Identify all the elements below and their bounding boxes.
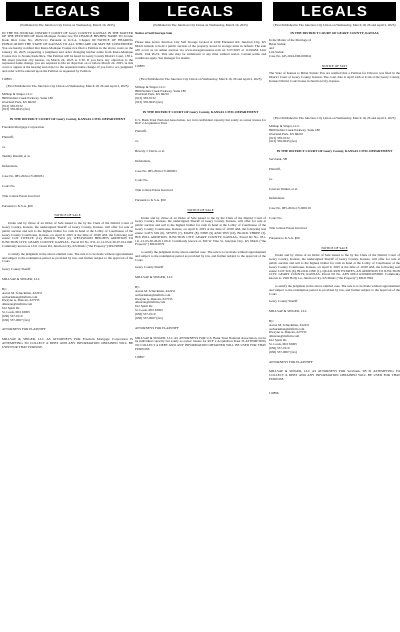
versus-label: vs. <box>269 176 273 181</box>
sale-text: Under and by virtue of an Order of Sale issued to me by the Clerk of the District Court of Geary County, Kansas, the undersigned Sheriff of Geary County, Kansas, will offer for sale at public auction and sell to the highest bidder for cash in hand at the Lobby of Courthouse of the Geary County Courthouse, Kansas, on April 9, 2025 at the time of 10:00 AM, the following real estate: LOT TWELVE (12), BLOCK TWO (2), WESTWOOD HEIGHTS ADDITION TO JUNCTION CITY, GEARY COUNTY, KANSAS.. Parcel ID No. 031-11-12-05-0-30-07-012-000. Commonly known as 1521 Custer Rd, Junction City, KS 66441 ("the Property") MS230066 <box>2 221 133 249</box>
firm-name: MILLSAP & SINGER, LLC <box>269 309 307 314</box>
judgment-text: to satisfy the judgment in the above-entitled case. The sale is to be made without appraisement and subject to the redemption period as provided by law, and further subject to the approval of the Court. <box>269 283 400 296</box>
firm-address: Millsap & Singer, LLC 8900 Indian Creek Parkway, Suite 180 Overland Park, KS 66210 (913) 339-9132 (913) 339-9045 (fax) <box>269 124 320 144</box>
legals-banner: LEGALS <box>6 2 129 21</box>
notice-id: J10883 <box>135 63 145 68</box>
defendant-name: Beverly J. Davis, et al. <box>135 148 165 153</box>
firm-address: Millsap & Singer, LLC 8900 Indian Creek Parkway, Suite 180 Overland Park, KS 66210 (913) 339-9132 (913) 339-9045 (fax) <box>2 92 53 112</box>
pursuant-label: Pursuant to K.S.A. §60 <box>2 203 33 208</box>
legals-column-2 <box>135 0 266 632</box>
title-label: Title to Real Estate Involved <box>269 225 307 230</box>
notice-id: J10893 <box>2 76 12 81</box>
court-heading: IN THE DISTRICT COURT OF Geary County, KANSAS CIVIL DEPARTMENT <box>142 110 259 114</box>
debt-collector-notice: MILLSAP & SINGER, LLC AS ATTORNEYS FOR Freedom Mortgage Corporation IS ATTEMPTING TO COLLECT A DEBT AND ANY INFORMATION OBTAINED WILL BE USED FOR THAT PURPOSE. <box>2 337 133 349</box>
publication-notice: (First Published in The Junction City Union on Wednesday, March 19, 26 and April 2, 2025) <box>139 77 262 82</box>
legals-column-3 <box>269 0 400 632</box>
attorneys-for-plaintiff: ATTORNEYS FOR PLAINTIFF <box>269 359 313 364</box>
defendants-label: Defendants, <box>135 158 151 163</box>
title-label: Title to Real Estate Involved <box>2 193 40 198</box>
debt-collector-notice: MILLSAP & SINGER, LLC AS ATTORNEYS FOR Servbank, SB IS ATTEMPTING TO COLLECT A DEBT AND ANY INFORMATION OBTAINED WILL BE USED FOR THAT PURPOSE. <box>269 369 400 382</box>
plaintiff-name: Servbank, SB <box>269 156 288 161</box>
suit-text: The State of Kansas to Brian Swink: You are notified that a Petition for Divorce was filed in the District Court of Geary County, Kansas. The court date is April 14th at 9 am at the Geary County, Kansas District Court house in Junction City, Kansas. <box>269 71 400 83</box>
storage-sale-text: Please take notice Junction City Self Storage located at 2239 Ebenezer Rd. Junction City, KS 66441 intends to hold a public auction of the property stored in storage units in default. The sale will occur as an online auction via www.storagetreasures.com on 3/27/2025 at 11:00AM. Unit #G02, Unit #G74. This sale may be withdrawn at any time without notice. Certain terms and conditions apply. See manager for details. <box>135 40 266 60</box>
by-label: By: <box>135 285 140 290</box>
judgment-text: to satisfy the judgment in the above-entitled case. The sale is to be made without appraisement and subject to the redemption period as provided by law, and further subject to the approval of the Court. <box>2 251 133 264</box>
court-heading: IN THE DISTRICT COURT OF Geary County, KANSAS CIVIL DEPARTMENT <box>9 117 126 122</box>
pursuant-label: Pursuant to K.S.A. §60 <box>135 198 166 203</box>
sheriff-label: Geary County Sheriff <box>135 265 164 270</box>
notice-of-sale-heading: NOTICE OF SALE <box>321 245 348 250</box>
publication-notice: (First Published in The Junction City Union on Wednesday, March 19, 26 and April 2, 2025) <box>273 116 396 121</box>
legals-banner: LEGALS <box>273 2 396 21</box>
attorney-block: Aaron M. Schuckman, #22251 aschuckman@msfirm.com Dwayne A. Duncan, #27533 dduncan@msfirm.com 612 Spirit Dr. St. Louis, MO 63005 (636) 537-0110 (636) 537-0067 (fax) <box>2 290 43 322</box>
case-number: Case No. 085-2024-CV-000031 <box>2 174 44 179</box>
court-number: Court No. <box>269 216 283 221</box>
firm-address: Millsap & Singer, LLC 8900 Indian Creek Parkway, Suite 180 Overland Park, KS 66210 (913) 339-9132 (913) 339-9045 (fax) <box>135 84 186 105</box>
firm-name: MILLSAP & SINGER, LLC <box>2 276 40 281</box>
by-label: By: <box>2 286 7 291</box>
attorneys-for-plaintiff: ATTORNEYS FOR PLAINTIFF <box>135 325 179 330</box>
notice-of-sale-heading: NOTICE OF SALE <box>54 213 81 218</box>
publication-notice: (First Published in The Junction City Union on Wednesday, March 19, 26 and April 2, 2025) <box>273 23 396 27</box>
legals-column-1 <box>2 0 133 632</box>
court-number: Court No. <box>2 183 16 188</box>
case-number: Case No. 085-2024-CV-000001 <box>135 168 177 173</box>
plaintiff-label: Plaintiff, <box>135 129 147 134</box>
sale-text: Under and by virtue of an Order of Sale issued to me by the Clerk of the District Court of Geary County, Kansas, the undersigned Sheriff of Geary County, Kansas, will offer for sale at public auction and sell to the highest bidder for cash in hand at the Lobby of Courthouse of the Geary County Courthouse, Kansas, on April 9, 2025 at the time of 10:00 AM, the following real estate: LOT SIX (6), BLOCK ONE (1), QUAIL RUN ESTATES, AN ADDITION TO JUNCTION CITY, GEARY COUNTY, KANSAS. Parcel ID No. APN #0311121004001033000. Commonly known as 1506 Holly Ln, Junction City, KS 66441 ("the Property") MS217862 <box>269 253 400 281</box>
plaintiff-label: Plaintiff, <box>2 134 14 139</box>
defendants-label: Defendants, <box>2 164 18 169</box>
notice-id: J10896 <box>269 390 279 395</box>
title-label: Title to Real Estate Involved <box>135 188 173 193</box>
storage-sale-heading: Notice of Self Storage Sale <box>135 30 172 35</box>
firm-name: MILLSAP & SINGER, LLC <box>135 275 173 280</box>
plaintiff-name: U.S. Bank Trust National Association, not in its individual capacity but solely as owner trustee for RCF 2 Acquisition Trust <box>135 117 266 126</box>
legals-banner: LEGALS <box>139 2 262 21</box>
court-heading: IN THE DISTRICT COURT OF GEARY COUNTY, KANSAS <box>290 30 379 35</box>
sheriff-label: Geary County Sheriff <box>2 267 31 272</box>
defendants-label: Defendants, <box>269 196 285 201</box>
court-number: Court No. <box>135 178 149 183</box>
sheriff-label: Geary County Sheriff <box>269 299 298 304</box>
plaintiff-label: Plaintiff, <box>269 166 281 171</box>
sale-text: Under and by virtue of an Order of Sale issued to me by the Clerk of the District Court of Geary County, Kansas, the undersigned Sheriff of Geary County, Kansas, will offer for sale at public auction and sell to the highest bidder for cash in hand at the Lobby of Courthouse of the Geary County Courthouse, Kansas, on April 9, 2025 at the time of 10:00 AM, the following real estate: LOTS SIX (6), SEVEN (7), EIGHT (8), NINE (9) AND TEN (10), BLOCK THREE (3), HIX HILL ADDITION, JUNCTION CITY, GEARY COUNTY, KANSAS.. Parcel ID No. 031-111-12-03-30-26-011-00-0. Commonly known as 300 W Vine St, Junction City, KS 66441 ("the Property") MS210079 <box>135 215 266 247</box>
marriage-caption: In the Matter of the Marriage of Brian Swink and Lila Swink Case No. GE-2024-DM-000041 <box>269 38 312 58</box>
notice-of-suit-heading: NOTICE OF SUIT <box>321 63 348 68</box>
notice-of-sale-heading: NOTICE OF SALE <box>187 207 214 212</box>
notice-id: J10897 <box>135 354 145 359</box>
publication-notice: (First Published in The Junction City Union on Wednesday, March 19, 26 and April 2, 2025) <box>6 84 129 89</box>
case-number: Case No. 085-2024-CV-000119 <box>269 206 311 211</box>
pursuant-label: Pursuant to K.S.A. §60 <box>269 235 300 240</box>
publication-notice: (Published in The Junction City Union on Wednesday, March 19, 2025) <box>20 23 115 27</box>
attorney-block: Aaron M. Schuckman, #22251 aschuckman@msfirm.com Dwayne A. Duncan, #27533 dduncan@msfirm.com 612 Spirit Dr. St. Louis, MO 63005 (636) 537-0110 (636) 537-0067 (fax) <box>135 288 176 320</box>
attorneys-for-plaintiff: ATTORNEYS FOR PLAINTIFF <box>2 327 46 332</box>
defendant-name: Tammy Rizaldi, et al. <box>2 154 31 159</box>
plaintiff-name: Freedom Mortgage Corporation <box>2 124 45 129</box>
versus-label: vs. <box>2 144 6 149</box>
name-change-notice: IN THE 8th JUDICIAL DISTRICT COURT OF Geary COUNTY, KANSAS IN THE MATTER OF THE PETITION OF Kiera-Monique Jvonne rice TO CHANGE HIS/HER NAME TO Jvonne Kade Rice Case No. 2025cv11 Pursuant to K.S.A. Chapter 60 NOTICE OF HEARING PUBLICATION THE STATE OF KANSAS TO ALL WHO ARE OR MAY BE CONCERNED: You are hereby notified that Kiera-Monique Jvonne rice filed a Petition in the above court on the January 16, 2025, requesting a judgment and order changing his/her name from Kiera-Monique Jvonne rice to Jvonne Kade Rice. The Petition will be heard in Geary County District Court, 138 e. 8th street junction city kansas, on March 24, 2025 at 1:30. If you have any objection to the requested name change, you are required to file an objection on or before March 24, 2025, in this court or appear at the hearing and object to the requested name change. If you fail to act, judgment and order will be entered upon the Petition as requested by Petition. <box>2 30 133 74</box>
debt-collector-notice: MILLSAP & SINGER, LLC AS ATTORNEYS FOR U.S. Bank Trust National Association, not in its individual capacity but solely as owner trustee for RCF 2 Acquisition Trust IS ATTEMPTING TO COLLECT A DEBT AND ANY INFORMATION OBTAINED WILL BE USED FOR THAT PURPOSE. <box>135 335 266 352</box>
judgment-text: to satisfy the judgment in the above-entitled case. The sale is to be made without appraisement and subject to the redemption period as provided by law, and further subject to the approval of the Court. <box>135 250 266 262</box>
defendant-name: Jonavan Walker, et al. <box>269 186 298 191</box>
court-heading: IN THE DISTRICT COURT OF Geary County, KANSAS CIVIL DEPARTMENT <box>276 149 393 154</box>
by-label: By: <box>269 318 274 323</box>
attorney-block: Aaron M. Schuckman, #22251 aschuckman@msfirm.com Dwayne A. Duncan, #27533 dduncan@msfirm.com 612 Spirit Dr. St. Louis, MO 63005 (636) 537-0110 (636) 537-0067 (fax) <box>269 322 310 354</box>
publication-notice: (Published in The Junction City Union on Wednesday, March 19, 2025) <box>153 23 248 27</box>
versus-label: vs. <box>135 138 139 143</box>
